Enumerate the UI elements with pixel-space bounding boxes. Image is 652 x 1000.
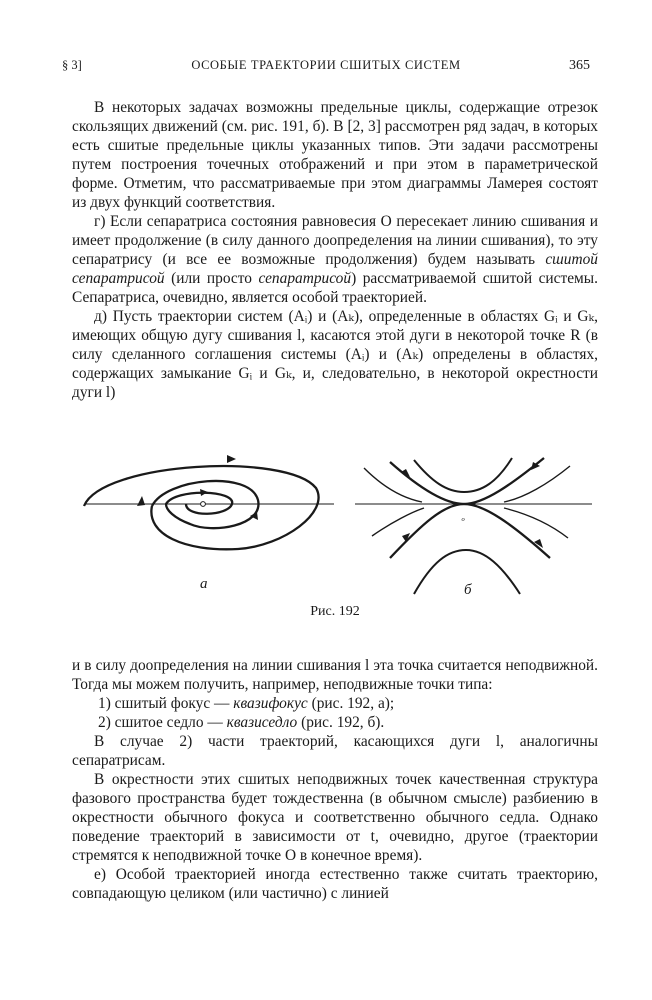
- paragraph-separatrix-part-a: г) Если сепаратриса состояния равновесия O пересекает линию сшивания и имеет продолжение (в силу данного доопределения на линии сшивания), то эту сепаратрису (и все ее возможные продолжения) будем называть: [72, 213, 598, 268]
- running-title: ОСОБЫЕ ТРАЕКТОРИИ СШИТЫХ СИСТЕМ: [191, 58, 461, 72]
- list-item-quasifocus-ref: (рис. 192, а);: [307, 695, 395, 712]
- paragraph-neighborhood: В окрестности этих сшитых неподвижных точек качественная структура фазового пространства будет тождественна (в обычном смысле) разбиению в окрестности обычного фокуса и соответственно обычного седла. Однако поведение траекторий в зависимости от t, очевидно, другое (траектории стремятся к неподвижной точке O в конечное время).: [72, 771, 598, 864]
- saddle-trajectory-right-upper: [504, 466, 570, 502]
- paragraph-case-two: В случае 2) части траекторий, касающихся дуги l, аналогичны сепаратрисам.: [72, 733, 598, 769]
- arrow-icon: [137, 496, 145, 506]
- paragraph-limit-cycles: В некоторых задачах возможны предельные циклы, содержащие отрезок скользящих движений (см. рис. 191, б). В [2, 3] рассмотрен ряд задач, в которых есть сшитые предельные циклы указанных типов. Эти задачи рассмотрены путем построения точечных отображений и при этом в параметрической форме. Отметим, что рассматриваемые при этом диаграммы Ламерея состоят из двух функций соответствия.: [72, 99, 598, 211]
- running-header: [62, 58, 590, 78]
- paragraph-fixed-points: и в силу доопределения на линии сшивания l эта точка считается неподвижной. Тогда мы можем получить, например, неподвижные точки типа:: [72, 657, 598, 693]
- focus-point: [201, 502, 206, 507]
- term-quasisaddle: квазиседло: [226, 714, 298, 731]
- saddle-trajectory-top: [414, 458, 512, 492]
- focus-trajectory-outer: [84, 466, 319, 549]
- saddle-trajectory-left-upper: [364, 468, 422, 502]
- paragraph-tangent-trajectories: д) Пусть траектории систем (Aᵢ) и (Aₖ), определенные в областях Gᵢ и Gₖ, имеющих общую дугу сшивания l, касаются этой дуги в некоторой точке R (в силу сделанного соглашения системы (Aᵢ) и (Aₖ) определены в областях, содержащих замыкание Gᵢ и Gₖ, и, следовательно, в некоторой окрестности дуги l): [72, 308, 598, 401]
- paragraph-separatrix-part-b: (или просто: [164, 270, 259, 287]
- figure-label-b: б: [464, 582, 472, 598]
- term-stitched-separatrix: сшитой сепаратрисой: [72, 251, 598, 287]
- page-number: 365: [569, 58, 590, 73]
- paragraph-separatrix: [72, 212, 598, 307]
- saddle-trajectory-right-lower: [504, 508, 568, 538]
- section-mark: § 3]: [62, 58, 82, 72]
- figure-caption: Рис. 192: [310, 604, 360, 619]
- figure-192: [72, 454, 598, 619]
- list-item-quasifocus: [72, 694, 598, 713]
- term-separatrix: сепаратрисой: [258, 270, 352, 287]
- figure-label-a: а: [200, 576, 208, 592]
- arrow-icon: [200, 489, 208, 496]
- origin-mark: ᵒ: [461, 515, 465, 527]
- list-item-quasisaddle: [72, 713, 598, 732]
- arrow-icon: [227, 455, 236, 463]
- focus-trajectory-inner: [166, 493, 232, 514]
- list-item-quasifocus-text: 1) сшитый фокус —: [98, 695, 234, 712]
- paragraph-special-trajectory: е) Особой траекторией иногда естественно также считать траекторию, совпадающую целиком (или частично) с линией: [72, 866, 598, 902]
- figure-192-drawings: [72, 454, 598, 604]
- text-block-top: [72, 98, 598, 402]
- paragraph-separatrix-part-c: ) рассматриваемой сшитой системы. Сепаратриса, очевидно, является особой траекторией.: [72, 270, 598, 306]
- list-item-quasisaddle-text: 2) сшитое седло —: [98, 714, 227, 731]
- list-item-quasisaddle-ref: (рис. 192, б).: [297, 714, 385, 731]
- term-quasifocus: квазифокус: [233, 695, 308, 712]
- text-block-bottom: [72, 656, 598, 903]
